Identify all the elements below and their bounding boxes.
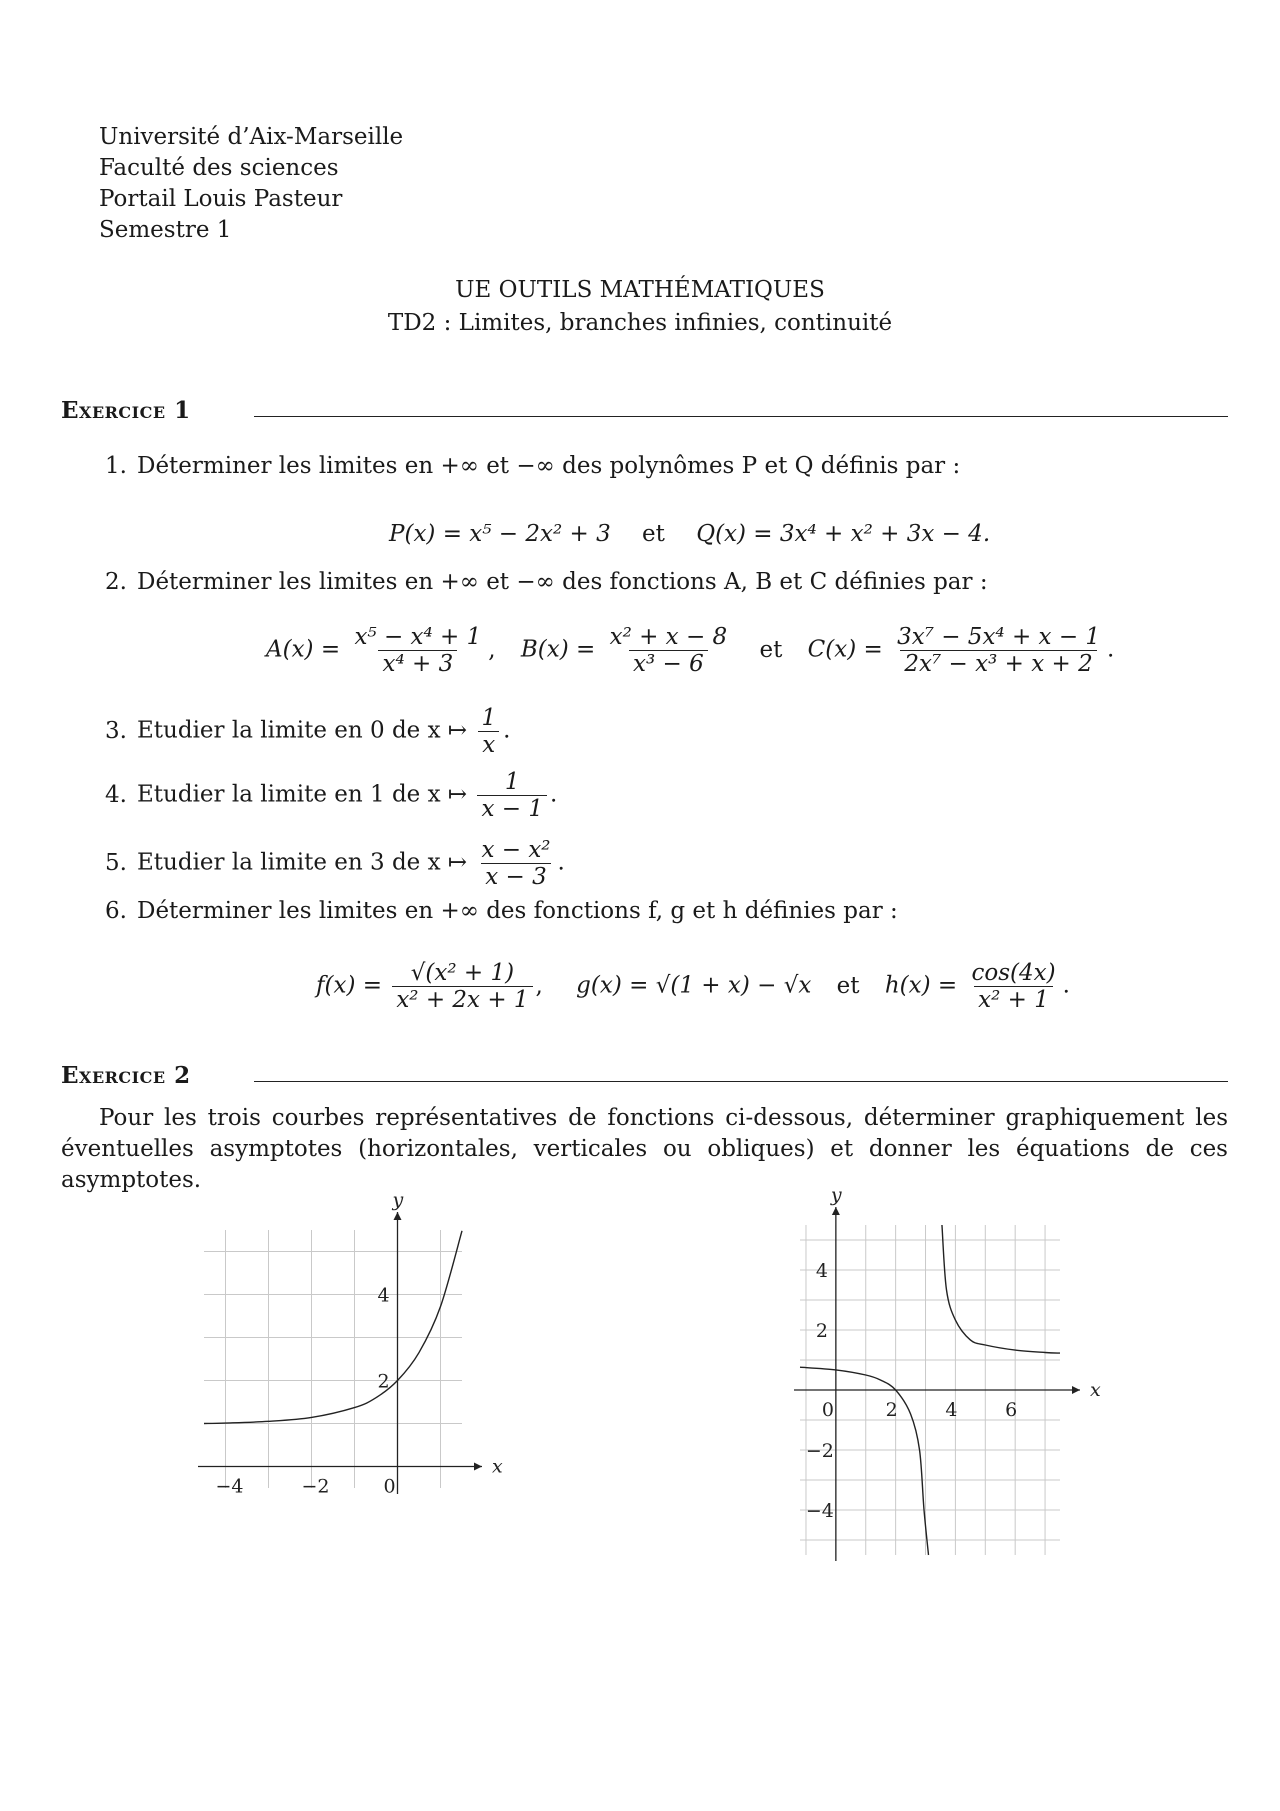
q4-fraction (477, 769, 547, 822)
question-2 (105, 568, 988, 596)
b-fraction (606, 624, 732, 677)
question-number: 1. (105, 453, 127, 479)
q4-numerator: 1 (504, 769, 520, 795)
question-number: 3. (105, 717, 127, 744)
document-title (0, 274, 1280, 340)
y-tick-label: 4 (377, 1284, 390, 1307)
question-number: 2. (105, 569, 127, 595)
c-numerator: 3x⁷ − 5x⁴ + x − 1 (897, 624, 1101, 650)
x-tick-label: 2 (885, 1399, 898, 1421)
f-fraction (392, 960, 532, 1013)
exercise-2-instructions: Pour les trois courbes représentatives de fonctions ci-dessous, déterminer graphiquement les éventuelles asymptotes (horizontales, verticales ou obliques) et donner les équations de ces asymptotes. (61, 1105, 1228, 1193)
q5-fraction (477, 837, 554, 890)
x-axis-arrow (1072, 1386, 1080, 1394)
a-denominator: x⁴ + 3 (378, 650, 457, 677)
question-1 (105, 452, 960, 480)
x-tick-label: 4 (945, 1399, 958, 1421)
question-number: 5. (105, 849, 127, 876)
c-denominator: 2x⁷ − x³ + x + 2 (900, 650, 1096, 677)
h-lhs: h(x) = (884, 972, 958, 999)
a-fraction (350, 624, 485, 677)
x-axis-label: x (492, 1455, 503, 1478)
question-text: Etudier la limite en 3 de x ↦ (137, 849, 468, 876)
b-denominator: x³ − 6 (629, 650, 708, 677)
y-axis-arrow (832, 1207, 840, 1215)
equation-et: et (642, 521, 665, 547)
heading-rule (254, 416, 1228, 417)
x-tick-label: −4 (215, 1475, 244, 1498)
equation-q: Q(x) = 3x⁴ + x² + 3x − 4. (696, 521, 991, 547)
exercise-2-heading (61, 1062, 1228, 1092)
x-axis-arrow (474, 1463, 482, 1471)
institution-header (99, 122, 403, 246)
equation-et: et (836, 972, 860, 999)
function-curve (942, 1225, 1060, 1353)
equation-p-q (389, 520, 990, 548)
question-text: Déterminer les limites en +∞ et −∞ des fonctions A, B et C définies par : (137, 569, 988, 595)
x-axis-label: x (1090, 1379, 1101, 1401)
faculty-name: Faculté des sciences (99, 155, 339, 181)
question-4: 4. Etudier la limite en 1 de x ↦ $\frac{1}{x - 1}$ . (105, 769, 558, 822)
graph-2 (780, 1185, 1100, 1565)
h-denominator: x² + 1 (974, 986, 1053, 1013)
question-number: 6. (105, 898, 127, 924)
equation-f-g-h: f(x) = $\frac{\text{√(x² + 1)}}{\text{x² + 2x + 1}}$ , g(x) = √(1 + x) − √x et h(x) = $\frac{\cos(4x)}{\text{x² + 1}}$ . (316, 960, 1070, 1013)
f-lhs: f(x) = (316, 972, 383, 999)
a-numerator: x⁵ − x⁴ + 1 (354, 624, 482, 650)
c-lhs: C(x) = (807, 636, 883, 663)
a-lhs: A(x) = (266, 636, 341, 663)
portal-name: Portail Louis Pasteur (99, 186, 343, 212)
equation-a-b-c: A(x) = $\frac{\text{x⁵ − x⁴ + 1}}{\text{x⁴ + 3}}$ , B(x) = $\frac{\text{x² + x − 8}}{\text{x³ − 6}}$ et C(x) = $\frac{\text{3x⁷ − 5x⁴ + x − 1}}{\text{2x⁷ − x³ + x + 2}}$ . (266, 624, 1115, 677)
university-name: Université d’Aix-Marseille (99, 124, 404, 150)
g-lhs: g(x) = (576, 972, 649, 999)
q3-numerator: 1 (481, 705, 497, 731)
y-tick-label: 2 (377, 1370, 390, 1393)
equation-et: et (759, 636, 783, 663)
x-tick-label: 6 (1005, 1399, 1018, 1421)
question-5: 5. Etudier la limite en 3 de x ↦ $\frac{\text{x − x²}}{x - 3}$ . (105, 837, 565, 890)
question-number: 4. (105, 781, 127, 808)
q5-numerator: x − x² (481, 837, 551, 863)
exercise-1-title: Exercice 1 (61, 397, 191, 424)
q5-denominator: x − 3 (481, 863, 551, 890)
c-fraction (893, 624, 1104, 677)
semester: Semestre 1 (99, 217, 232, 243)
y-axis-label: y (830, 1184, 842, 1206)
g-rhs: √(1 + x) − √x (655, 972, 812, 999)
question-text: Déterminer les limites en +∞ et −∞ des polynômes P et Q définis par : (137, 453, 961, 479)
question-text: Etudier la limite en 1 de x ↦ (137, 781, 468, 808)
td-title: TD2 : Limites, branches infinies, continuité (387, 310, 893, 336)
q4-denominator: x − 1 (477, 795, 547, 822)
f-denominator: x² + 2x + 1 (392, 986, 532, 1013)
b-numerator: x² + x − 8 (609, 624, 728, 650)
x-tick-label: 0 (383, 1475, 396, 1498)
graph-1-curves (204, 1231, 462, 1424)
h-numerator: cos(4x) (971, 960, 1056, 986)
f-numerator: √(x² + 1) (410, 960, 515, 986)
function-curve (204, 1231, 462, 1424)
y-tick-label: −4 (805, 1500, 834, 1522)
y-tick-label: 2 (815, 1320, 828, 1342)
graph-1 (190, 1185, 503, 1515)
x-tick-label: 0 (821, 1399, 834, 1421)
q3-fraction (477, 705, 500, 758)
question-text: Etudier la limite en 0 de x ↦ (137, 717, 468, 744)
graph-2-axes (794, 1184, 1101, 1561)
exercise-2-title: Exercice 2 (61, 1062, 191, 1089)
q3-denominator: x (478, 731, 499, 758)
y-axis-arrow (394, 1212, 402, 1220)
exercise-1-heading (61, 397, 1228, 427)
h-fraction (967, 960, 1059, 1013)
graph-1-tick-labels (216, 1285, 396, 1498)
equation-p: P(x) = x⁵ − 2x² + 3 (389, 521, 611, 547)
course-title: UE OUTILS MATHÉMATIQUES (455, 277, 825, 303)
question-text: Déterminer les limites en +∞ des fonctions f, g et h définies par : (137, 898, 898, 924)
y-axis-label: y (392, 1189, 404, 1211)
graph-1-grid (204, 1230, 462, 1488)
b-lhs: B(x) = (520, 636, 596, 663)
question-3: 3. Etudier la limite en 0 de x ↦ $\frac{1}{x}$ . (105, 705, 511, 758)
graph-1-axes (198, 1189, 503, 1494)
question-6 (105, 897, 898, 925)
x-tick-label: −2 (301, 1475, 330, 1498)
y-tick-label: −2 (805, 1440, 834, 1462)
heading-rule (254, 1081, 1228, 1082)
y-tick-label: 4 (815, 1260, 828, 1282)
